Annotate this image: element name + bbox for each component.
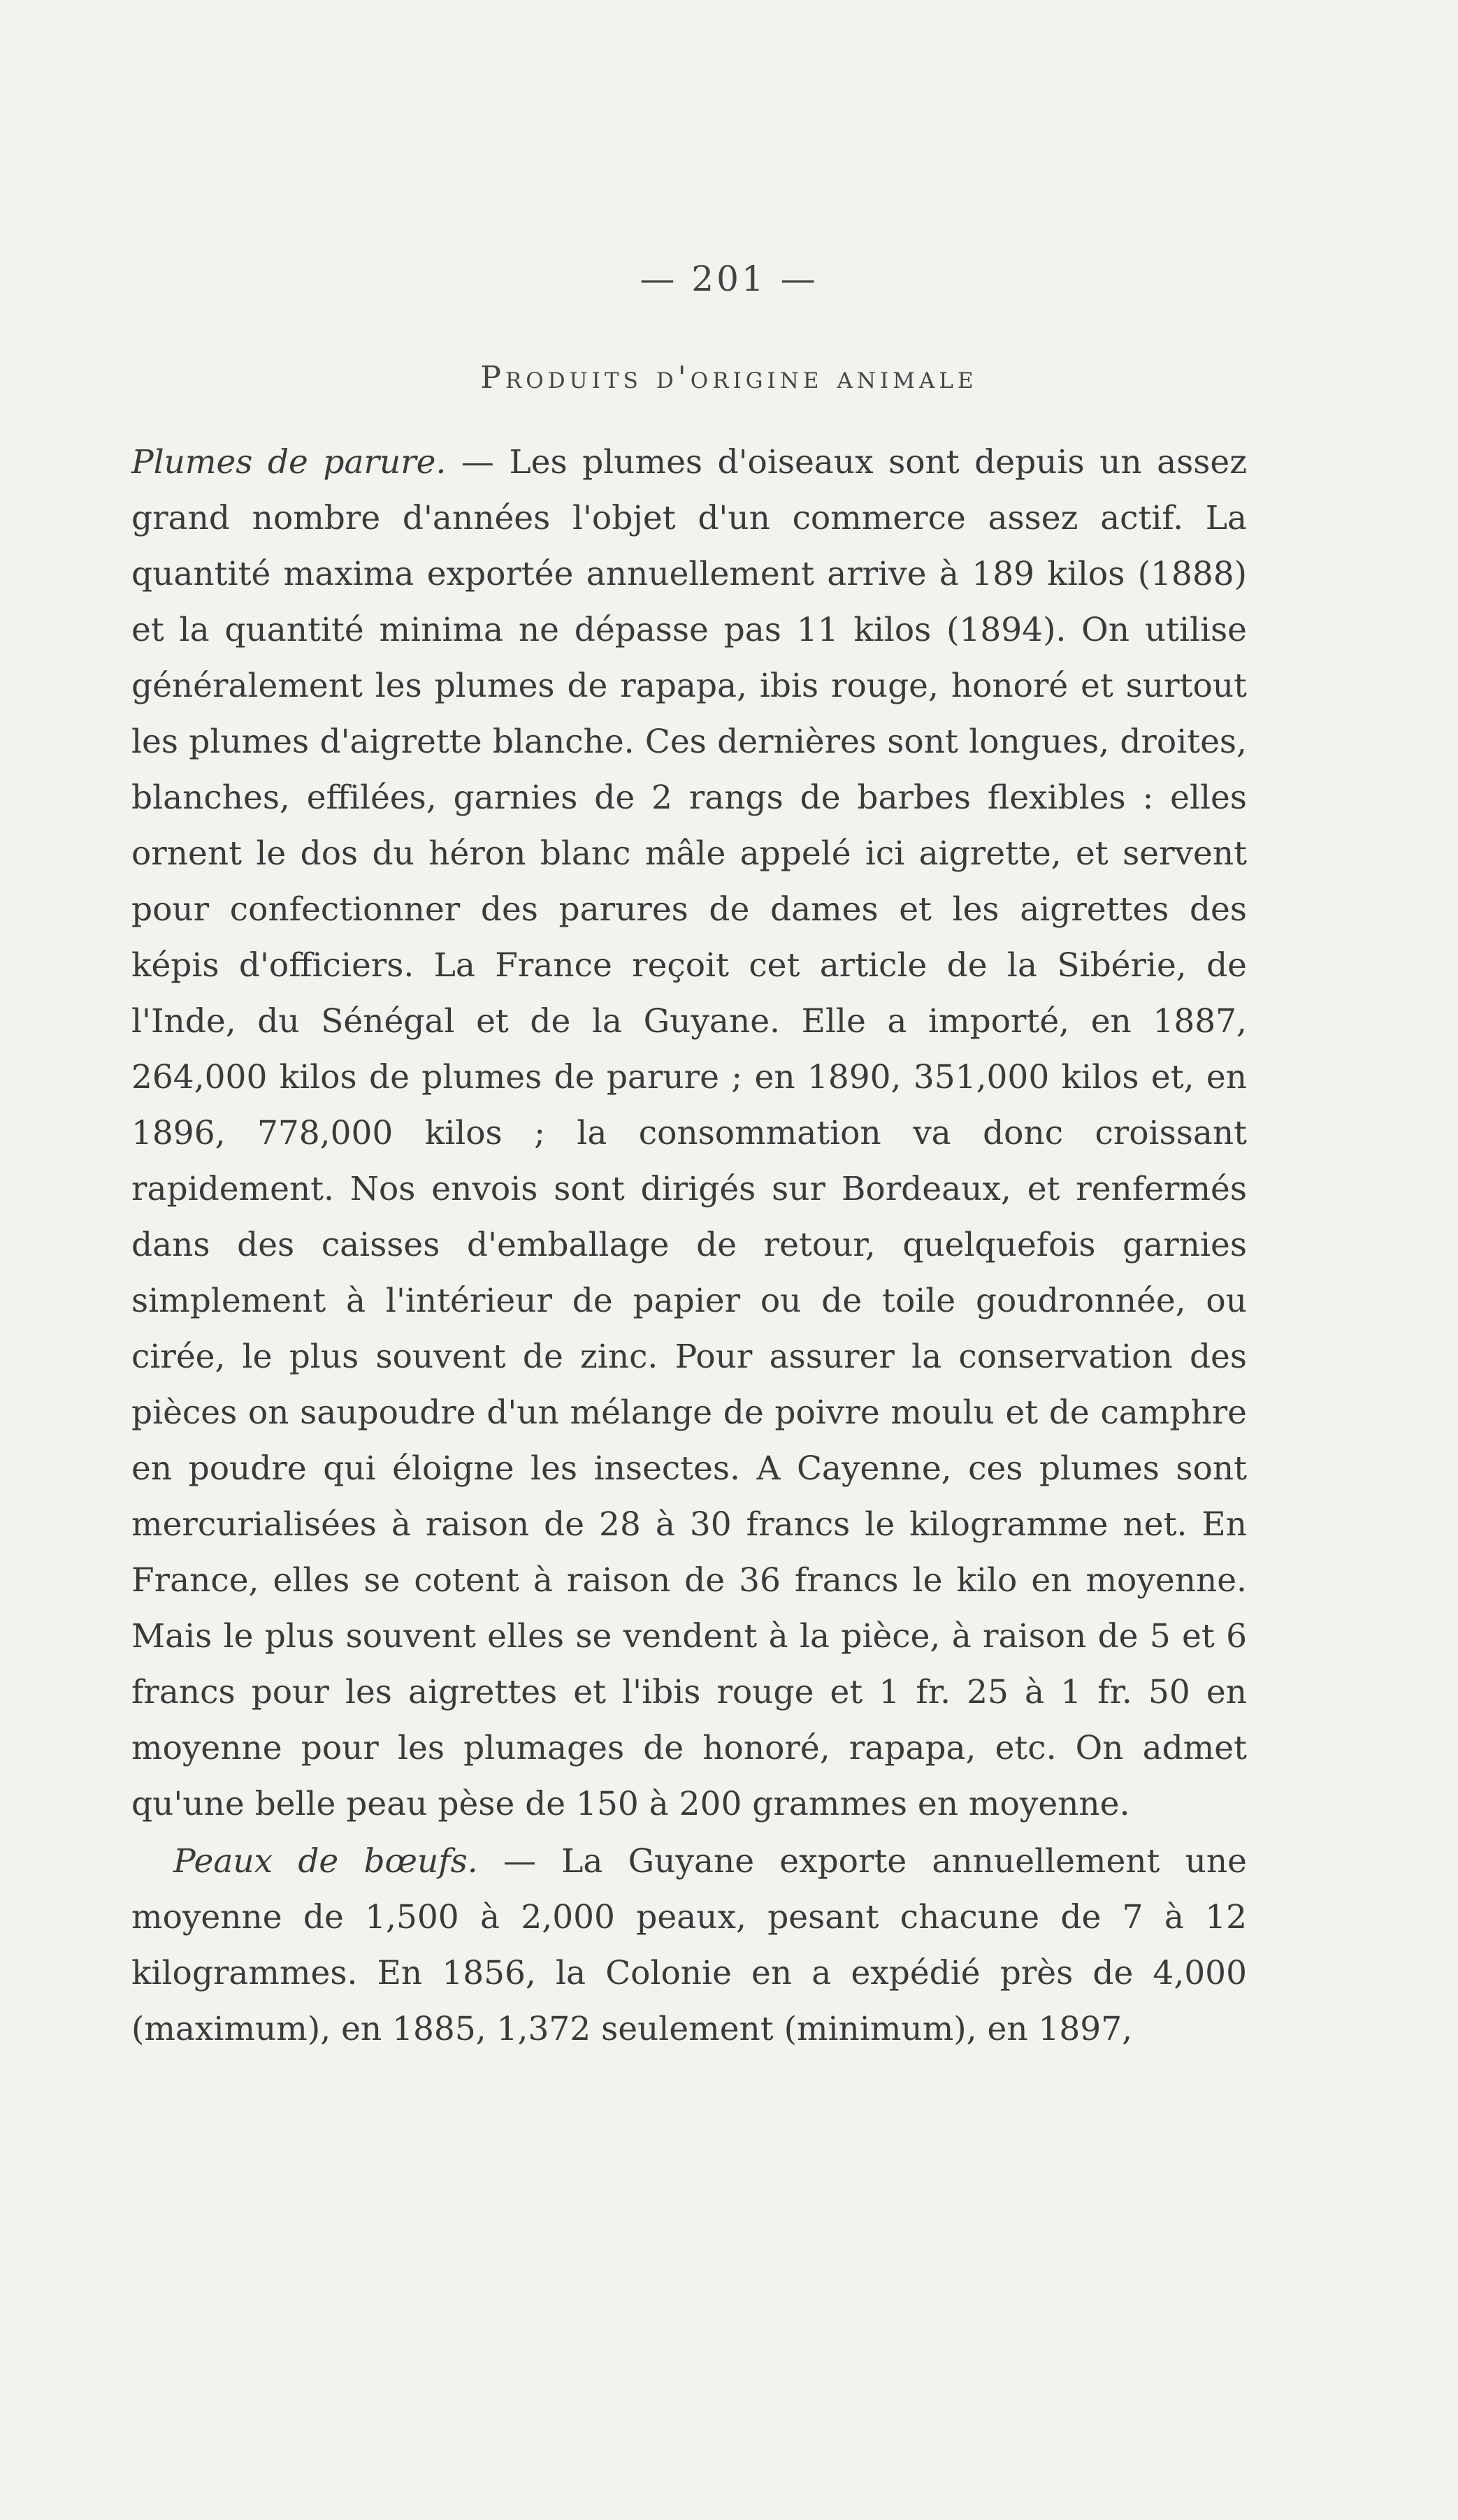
paragraph-plumes-de-parure [131, 435, 1247, 1832]
paragraph-peaux-de-boeufs [131, 1834, 1247, 2057]
paragraph-heading: Peaux de bœufs. [173, 1842, 478, 1881]
paragraph-heading: Plumes de parure. [131, 443, 447, 481]
section-title: Produits d'origine animale [480, 360, 978, 396]
body-text [131, 435, 1247, 2057]
paragraph-text: — Les plumes d'oiseaux sont depuis un assez grand nombre d'années l'objet d'un commerce assez actif. La quantité maxima exportée annuellement arrive à 189 kilos (1888) et la quantité minima ne dépasse pas 11 kilos (1894). On utilise généralement les plumes de rapapa, ibis rouge, honoré et surtout les plumes d'aigrette blanche. Ces dernières sont longues, droites, blanches, effilées, garnies de 2 rangs de barbes flexibles : elles ornent le dos du héron blanc mâle appelé ici aigrette, et servent pour confectionner des parures de dames et les aigrettes des képis d'officiers. La France reçoit cet article de la Sibérie, de l'Inde, du Sénégal et de la Guyane. Elle a importé, en 1887, 264,000 kilos de plumes de parure ; en 1890, 351,000 kilos et, en 1896, 778,000 kilos ; la consommation va donc croissant rapidement. Nos envois sont dirigés sur Bordeaux, et renfermés dans des caisses d'emballage de retour, quelquefois garnies simplement à l'intérieur de papier ou de toile goudronnée, ou cirée, le plus souvent de zinc. Pour assurer la conservation des pièces on saupoudre d'un mélange de poivre moulu et de camphre en poudre qui éloigne les insectes. A Cayenne, ces plumes sont mercurialisées à raison de 28 à 30 francs le kilogramme net. En France, elles se cotent à raison de 36 francs le kilo en moyenne. Mais le plus souvent elles se vendent à la pièce, à raison de 5 et 6 francs pour les aigrettes et l'ibis rouge et 1 fr. 25 à 1 fr. 50 en moyenne pour les plumages de honoré, rapapa, etc. On admet qu'une belle peau pèse de 150 à 200 grammes en moyenne. [131, 443, 1247, 1823]
paragraph-text: — La Guyane exporte annuellement une moyenne de 1,500 à 2,000 peaux, pesant chacune de 7 à 12 kilogrammes. En 1856, la Colonie en a expédié près de 4,000 (maximum), en 1885, 1,372 seulement (minimum), en 1897, [131, 1842, 1247, 2048]
page-number: — 201 — [640, 259, 818, 299]
